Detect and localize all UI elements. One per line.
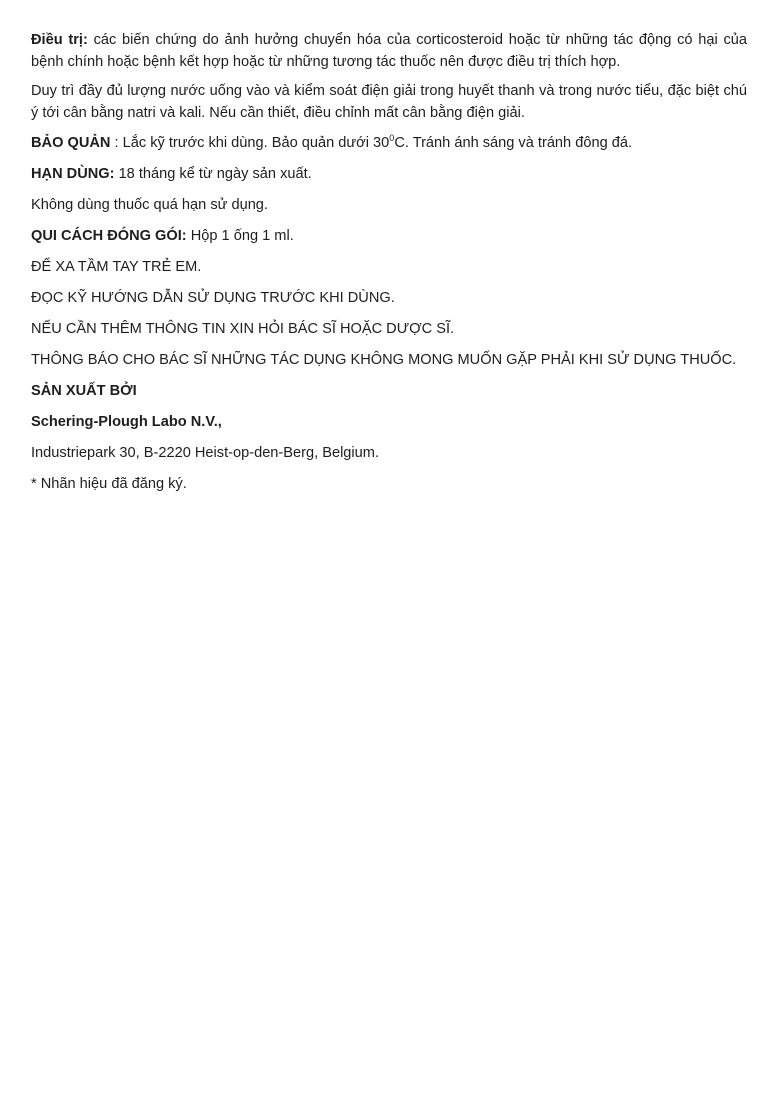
report-side-effects: THÔNG BÁO CHO BÁC SĨ NHỮNG TÁC DỤNG KHÔNG MONG MUỐN GẶP PHẢI KHI SỬ DỤNG THUỐC.: [31, 351, 737, 368]
storage-degree: 0: [389, 133, 395, 144]
manufacturer-address: Industriepark 30, B-2220 Heist-op-den-Berg, Belgium.: [31, 444, 379, 461]
trademark-note: * Nhãn hiệu đã đăng ký.: [31, 475, 187, 492]
packaging-label: QUI CÁCH ĐÓNG GÓI:: [31, 227, 187, 244]
packaging-text: Hộp 1 ống 1 ml.: [186, 227, 294, 244]
fluid-maintenance-paragraph: Duy trì đầy đủ lượng nước uống vào và kiểm soát điện giải trong huyết thanh và trong nước tiểu, đặc biệt chú ý tới cân bằng natri và kali. Nếu cần thiết, điều chỉnh mất cân bằng điện giải.: [31, 83, 747, 121]
manufacturer-name: Schering-Plough Labo N.V.,: [31, 413, 222, 430]
read-instructions: ĐỌC KỸ HƯỚNG DẪN SỬ DỤNG TRƯỚC KHI DÙNG.: [31, 289, 395, 306]
storage-paragraph: [31, 133, 747, 155]
packaging-paragraph: [31, 226, 747, 248]
shelf-life-text: 18 tháng kể từ ngày sản xuất.: [114, 165, 312, 182]
storage-text-before: : Lắc kỹ trước khi dùng. Bảo quản dưới 30: [110, 135, 390, 151]
ask-doctor: NẾU CẦN THÊM THÔNG TIN XIN HỎI BÁC SĨ HOẶC DƯỢC SĨ.: [31, 320, 455, 337]
treatment-label: Điều trị:: [31, 32, 88, 48]
keep-away-children: ĐỂ XA TẦM TAY TRẺ EM.: [31, 258, 202, 275]
treatment-paragraph: [31, 30, 747, 73]
storage-text-after: C. Tránh ánh sáng và tránh đông đá.: [394, 135, 633, 151]
treatment-text: các biến chứng do ảnh hưởng chuyển hóa của corticosteroid hoặc từ những tác động có hại của bệnh chính hoặc bệnh kết hợp hoặc từ những tương tác thuốc nên được điều trị thích hợp.: [31, 32, 747, 70]
shelf-life-label: HẠN DÙNG:: [31, 165, 115, 182]
shelf-life-paragraph: [31, 164, 747, 186]
storage-label: BẢO QUẢN: [31, 135, 111, 151]
manufactured-by-heading: SẢN XUẤT BỞI: [31, 382, 137, 399]
expiry-warning: Không dùng thuốc quá hạn sử dụng.: [31, 196, 268, 213]
document-body: [31, 30, 747, 505]
